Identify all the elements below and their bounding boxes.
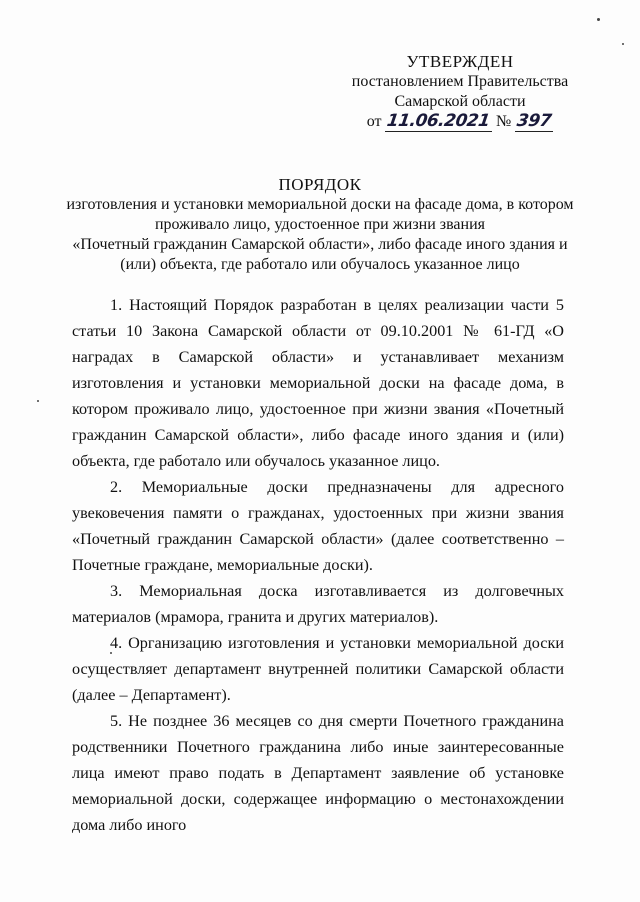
approval-line-2: Самарской области [394, 93, 526, 110]
approval-block [330, 52, 590, 132]
paragraph-1: 1. Настоящий Порядок разработан в целях реализации части 5 статьи 10 Закона Самарской области от 09.10.2001 № 61-ГД «О наградах в Самарской области» и устанавливает механизм изготовления и установки мемориальной доски на фасаде дома, в котором проживало лицо, удостоенное при жизни звания «Почетный гражданин Самарской области», либо фасаде иного здания и (или) объекта, где работало или обучалось указанное лицо. [72, 296, 564, 470]
document-subtitle-line: «Почетный гражданин Самарской области», либо фасаде иного здания и [72, 236, 568, 253]
document-subtitle-line: проживало лицо, удостоенное при жизни звания [154, 216, 486, 233]
scan-speck [597, 18, 600, 21]
paragraph-4: 4. Организацию изготовления и установки мемориальной доски осуществляет департамент внутренней политики Самарской области (далее – Департамент). [72, 634, 564, 704]
scan-speck [622, 43, 624, 45]
paragraph-2: 2. Мемориальные доски предназначены для адресного увековечения памяти о гражданах, удостоенных при жизни звания «Почетный гражданин Самарской области» (далее соответственно – Почетные граждане, мемориальные доски). [72, 478, 564, 574]
document-subtitle-line: (или) объекта, где работало или обучалось указанное лицо [120, 256, 520, 273]
scan-speck [110, 652, 112, 654]
document-heading: ПОРЯДОК [278, 175, 362, 194]
number-prefix: № [496, 113, 512, 130]
number-field [515, 112, 553, 132]
paragraph-3: 3. Мемориальная доска изготавливается из долговечных материалов (мрамора, гранита и других материалов). [72, 582, 564, 626]
approval-title: УТВЕРЖДЕН [406, 52, 514, 71]
document-body [72, 292, 564, 838]
handwritten-date: 11.06.2021 [386, 111, 492, 131]
handwritten-number: 397 [515, 111, 553, 131]
paragraph-5: 5. Не позднее 36 месяцев со дня смерти Почетного гражданина родственники Почетного гражданина либо иные заинтересованные лица имеют право подать в Департамент заявление об установке мемориальной доски, содержащее информацию о местонахождении дома либо иного [72, 712, 564, 834]
approval-line-1: постановлением Правительства [351, 73, 569, 90]
document-title-block [60, 175, 580, 275]
document-subtitle-line: изготовления и установки мемориальной доски на фасаде дома, в котором [66, 196, 574, 213]
scan-speck [37, 400, 39, 402]
date-prefix: от [366, 113, 382, 130]
date-field [385, 112, 492, 132]
approval-date-line [330, 112, 590, 132]
